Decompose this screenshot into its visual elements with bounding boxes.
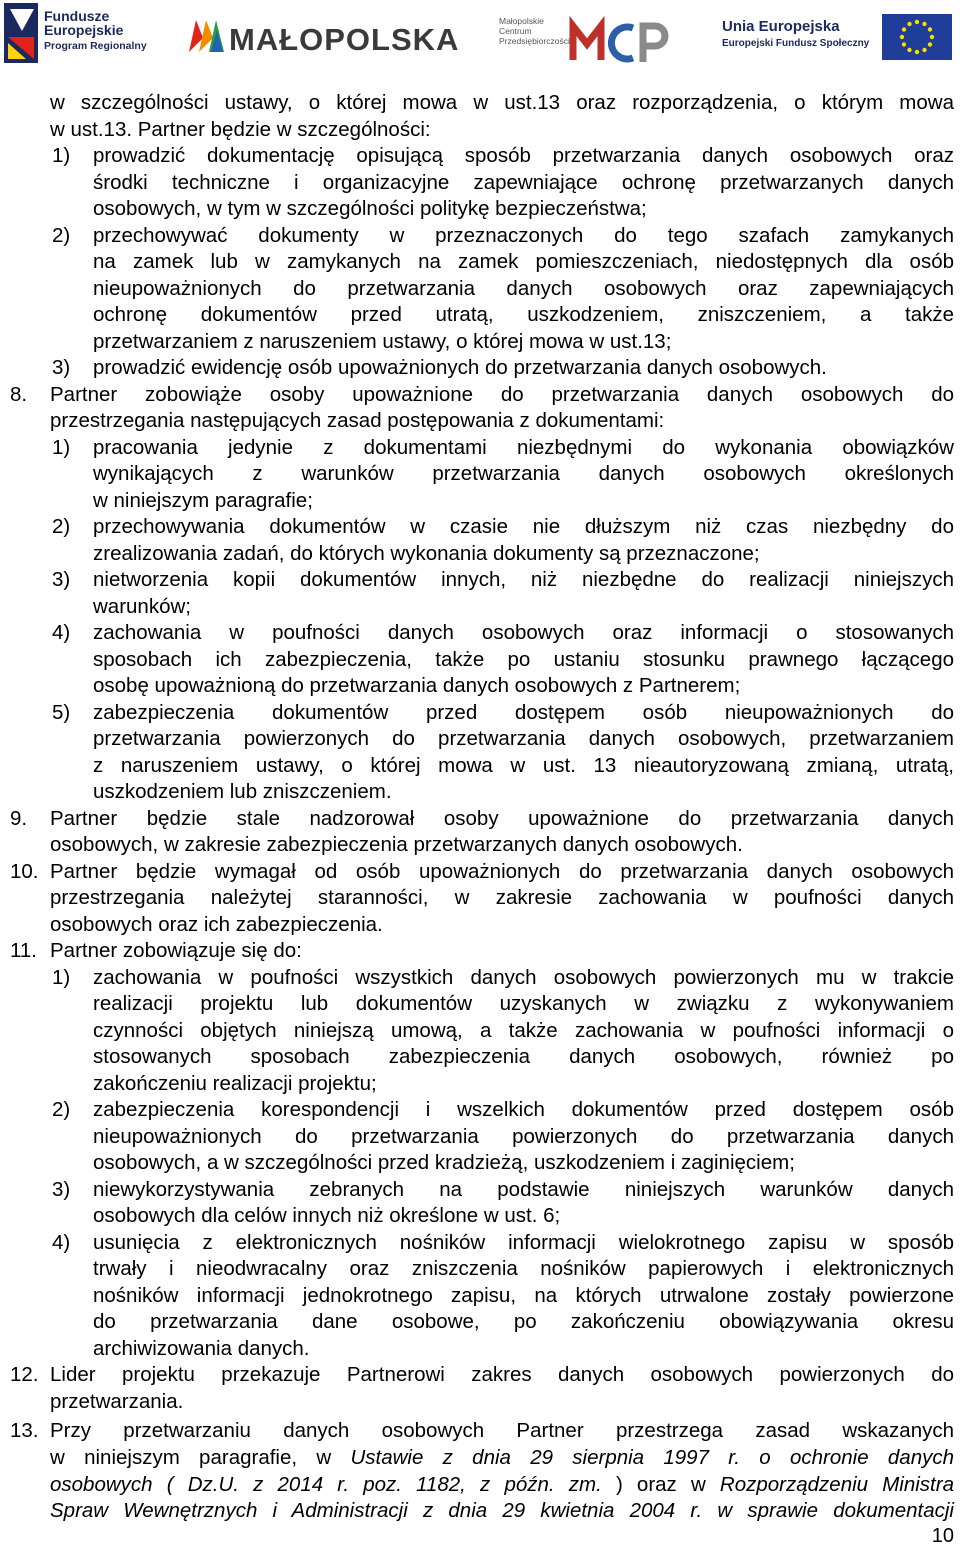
line-text: osobowych oraz ich zabezpieczenia. xyxy=(50,912,383,936)
line-text: osobowych, w tym w szczególności politykę bezpieczeństwa; xyxy=(93,197,647,220)
logo-malopolska xyxy=(187,16,460,57)
text-line xyxy=(0,301,960,328)
text-line xyxy=(0,222,960,249)
text-line xyxy=(0,593,960,620)
line-text: nieupoważnionych do przetwarzania danych osobowych oraz zapewniających xyxy=(93,276,954,300)
paragraph-number: 12. xyxy=(10,1363,39,1386)
text-line xyxy=(0,831,960,858)
line-text: osobowych dla celów innych niż określone w ust. 6; xyxy=(93,1204,561,1227)
line-text: usunięcia z elektronicznych nośników informacji wielokrotnego zapisu w sposób xyxy=(93,1230,954,1254)
text-line xyxy=(0,381,960,408)
text-line xyxy=(0,248,960,275)
eu-flag-icon xyxy=(882,14,952,60)
text-line xyxy=(0,195,960,222)
text-line xyxy=(0,169,960,196)
text-line xyxy=(0,354,960,381)
page-number: 10 xyxy=(931,1525,954,1547)
text-line xyxy=(0,1043,960,1070)
list-item-number: 3) xyxy=(52,568,71,591)
line-text: Partner będzie stale nadzorował osoby upoważnione do przetwarzania danych xyxy=(50,806,954,830)
paragraph-number: 10. xyxy=(10,859,39,883)
paragraph-13-text-1: Przy przetwarzaniu danych osobowych Partner przestrzega zasad wskazanych xyxy=(50,1419,954,1442)
line-text: czynności objętych niniejszą umową, a także zachowania w poufności informacji o xyxy=(93,1018,954,1042)
text-line xyxy=(0,1149,960,1176)
line-text: warunków; xyxy=(93,594,191,618)
line-text: Partner zobowiązuje się do: xyxy=(50,939,302,962)
line-text: Partner będzie wymagał od osób upoważnionych do przetwarzania danych osobowych xyxy=(50,859,954,883)
line-text: zrealizowania zadań, do których wykonania dokumenty są przeznaczone; xyxy=(93,541,760,565)
logo-malopolska-text: MAŁOPOLSKA xyxy=(229,22,460,57)
line-text: na zamek lub w zamykanych na zamek pomieszczeniach, niedostępnych dla osób xyxy=(93,250,954,273)
text-line xyxy=(0,540,960,567)
malopolska-emblem-icon xyxy=(187,16,227,56)
paragraph-13-text-3b: ) oraz w xyxy=(615,1473,720,1496)
text-line xyxy=(0,911,960,938)
line-text: przestrzegania następujących zasad postępowania z dokumentami: xyxy=(50,409,665,432)
text-line xyxy=(0,116,960,143)
line-text: przechowywania dokumentów w czasie nie dłuższym niż czas niezbędny do xyxy=(93,515,954,538)
line-text: środki techniczne i organizacyjne zapewniające ochronę przetwarzanych danych xyxy=(93,170,954,194)
paragraph-13-text-3a: osobowych ( Dz.U. z 2014 r. poz. 1182, z późn. zm. xyxy=(50,1473,616,1496)
line-text: do przetwarzania dane osobowe, po zakończeniu obowiązywania okresu xyxy=(93,1310,954,1333)
text-line xyxy=(0,778,960,805)
line-text: przetwarzania. xyxy=(50,1389,184,1413)
line-text: trwały i nieodwracalny oraz zniszczenia nośników papierowych i elektronicznych xyxy=(93,1257,954,1280)
line-text: przetwarzaniem z naruszeniem ustawy, o której mowa w ust.13; xyxy=(93,329,672,353)
line-text: nośników informacji jednokrotnego zapisu, na których utrwalone zostały powierzone xyxy=(93,1283,954,1307)
line-text: w szczególności ustawy, o której mowa w ust.13 oraz rozporządzenia, o którym mowa xyxy=(50,91,954,114)
line-text: zabezpieczenia korespondencji i wszelkich dokumentów przed dostępem osób xyxy=(93,1098,954,1121)
line-text: zachowania w poufności wszystkich danych osobowych powierzonych mu w trakcie xyxy=(93,965,954,989)
line-text: pracowania jedynie z dokumentami niezbędnymi do wykonania obowiązków xyxy=(93,435,954,459)
list-item-number: 1) xyxy=(52,435,71,459)
line-text: niewykorzystywania zebranych na podstawie niniejszych warunków danych xyxy=(93,1177,954,1201)
list-item-number: 2) xyxy=(52,223,71,247)
mcp-emblem-icon xyxy=(569,16,669,66)
logo-ue-line2: Europejski Fundusz Społeczny xyxy=(722,38,870,49)
line-text: ochronę dokumentów przed utratą, uszkodzeniem, zniszczeniem, a także xyxy=(93,303,954,326)
line-text: nieupoważnionych do przetwarzania powierzonych do przetwarzania danych xyxy=(93,1124,954,1148)
text-line xyxy=(0,434,960,461)
text-line xyxy=(0,964,960,991)
text-line xyxy=(0,1282,960,1309)
list-item-number: 1) xyxy=(52,144,71,167)
text-line xyxy=(0,407,960,434)
line-text: prowadzić dokumentację opisującą sposób przetwarzania danych osobowych oraz xyxy=(93,144,954,167)
text-line xyxy=(0,328,960,355)
text-line xyxy=(0,1202,960,1229)
text-line xyxy=(0,805,960,832)
fundusze-europejskie-emblem-icon xyxy=(4,3,38,63)
text-line xyxy=(0,275,960,302)
line-text: archiwizowania danych. xyxy=(93,1336,310,1360)
text-line xyxy=(0,884,960,911)
logo-mcp xyxy=(497,12,672,67)
logo-mcp-line3: Przedsiębiorczości xyxy=(499,36,570,46)
text-line xyxy=(0,672,960,699)
logo-fe-line2: Europejskie xyxy=(44,22,124,38)
list-item-number: 5) xyxy=(52,700,71,724)
line-text: w ust.13. Partner będzie w szczególności: xyxy=(50,117,431,141)
paragraph-13-text-2a: w niniejszym paragrafie, w xyxy=(50,1446,351,1469)
logo-ue-line1: Unia Europejska xyxy=(722,18,840,35)
header-logos xyxy=(0,0,960,70)
text-line xyxy=(0,937,960,964)
text-line xyxy=(0,1123,960,1150)
line-text: przetwarzania powierzonych do przetwarzania danych osobowych, przetwarzaniem xyxy=(93,727,954,750)
line-text: Partner zobowiąże osoby upoważnione do przetwarzania danych osobowych do xyxy=(50,382,954,406)
text-line xyxy=(0,89,960,116)
text-line xyxy=(0,460,960,487)
line-text: przestrzegania należytej staranności, w zakresie zachowania w poufności danych xyxy=(50,886,954,909)
line-text: nietworzenia kopii dokumentów innych, niż niezbędne do realizacji niniejszych xyxy=(93,568,954,591)
paragraph-13-line-1 xyxy=(0,1417,960,1444)
logo-fe-line1: Fundusze xyxy=(44,8,110,24)
line-text: osobę upoważnioną do przetwarzania danych osobowych z Partnerem; xyxy=(93,674,741,697)
text-line xyxy=(0,619,960,646)
text-line xyxy=(0,990,960,1017)
line-text: zakończeniu realizacji projektu; xyxy=(93,1071,377,1095)
text-line xyxy=(0,1255,960,1282)
text-line xyxy=(0,752,960,779)
paragraph-13-text-4: Spraw Wewnętrznych i Administracji z dnia 29 kwietnia 2004 r. w sprawie dokumentacji xyxy=(50,1499,954,1522)
paragraph-13-text-3 xyxy=(50,1471,954,1498)
paragraph-number: 8. xyxy=(10,382,28,406)
paragraph-13-line-2 xyxy=(0,1444,960,1471)
line-text: w niniejszym paragrafie; xyxy=(93,488,313,512)
list-item-number: 1) xyxy=(52,965,71,989)
text-line xyxy=(0,1308,960,1335)
paragraph-13-line-3 xyxy=(0,1471,960,1498)
text-line xyxy=(0,1229,960,1256)
text-line xyxy=(0,1176,960,1203)
line-text: osobowych, w zakresie zabezpieczenia przetwarzanych danych osobowych. xyxy=(50,833,743,856)
text-line xyxy=(0,858,960,885)
text-line xyxy=(0,1017,960,1044)
line-text: prowadzić ewidencję osób upoważnionych do przetwarzania danych osobowych. xyxy=(93,356,827,379)
paragraph-13-text-2b: Ustawie z dnia 29 sierpnia 1997 r. o ochronie danych xyxy=(350,1446,954,1469)
logo-fundusze-europejskie xyxy=(4,3,154,63)
paragraph-number: 11. xyxy=(10,939,37,962)
text-line xyxy=(0,725,960,752)
paragraph-13-number: 13. xyxy=(10,1419,39,1442)
line-text: sposobach ich zabezpieczenia, także po ustaniu stosunku prawnego łączącego xyxy=(93,647,954,671)
text-line xyxy=(0,1361,960,1388)
line-text: z naruszeniem ustawy, o której mowa w ust. 13 nieautoryzowaną zmianą, utratą, xyxy=(93,753,954,777)
line-text: stosowanych sposobach zabezpieczenia danych osobowych, również po xyxy=(93,1045,954,1068)
line-text: realizacji projektu lub dokumentów uzyskanych w związku z wykonywaniem xyxy=(93,992,954,1015)
text-line xyxy=(0,566,960,593)
line-text: uszkodzeniem lub zniszczeniem. xyxy=(93,780,392,803)
text-line xyxy=(0,513,960,540)
line-text: wynikających z warunków przetwarzania danych osobowych określonych xyxy=(93,462,954,485)
paragraph-13-line-4 xyxy=(0,1497,960,1524)
logo-mcp-line2: Centrum xyxy=(499,26,532,36)
logo-unia-europejska xyxy=(722,14,956,58)
line-text: przechowywać dokumenty w przeznaczonych do tego szafach zamykanych xyxy=(93,223,954,247)
text-line xyxy=(0,646,960,673)
paragraph-13-text-2 xyxy=(50,1444,954,1471)
text-line xyxy=(0,487,960,514)
line-text: zachowania w poufności danych osobowych oraz informacji o stosowanych xyxy=(93,621,954,644)
list-item-number: 3) xyxy=(52,356,71,379)
list-item-number: 2) xyxy=(52,1098,71,1121)
line-text: osobowych, a w szczególności przed kradzieżą, uszkodzeniem i zaginięciem; xyxy=(93,1151,795,1174)
text-line xyxy=(0,1335,960,1362)
line-text: Lider projektu przekazuje Partnerowi zakres danych osobowych powierzonych do xyxy=(50,1363,954,1386)
logo-mcp-line1: Małopolskie xyxy=(499,16,544,26)
text-line xyxy=(0,1070,960,1097)
line-text: zabezpieczenia dokumentów przed dostępem osób nieupoważnionych do xyxy=(93,700,954,724)
logo-fe-line3: Program Regionalny xyxy=(44,40,147,52)
list-item-number: 4) xyxy=(52,621,71,644)
list-item-number: 3) xyxy=(52,1177,71,1201)
text-line xyxy=(0,1388,960,1415)
paragraph-number: 9. xyxy=(10,806,28,830)
text-line xyxy=(0,1096,960,1123)
text-line xyxy=(0,142,960,169)
text-line xyxy=(0,699,960,726)
paragraph-13-text-3c: Rozporządzeniu Ministra xyxy=(719,1473,954,1496)
list-item-number: 2) xyxy=(52,515,71,538)
list-item-number: 4) xyxy=(52,1230,71,1254)
